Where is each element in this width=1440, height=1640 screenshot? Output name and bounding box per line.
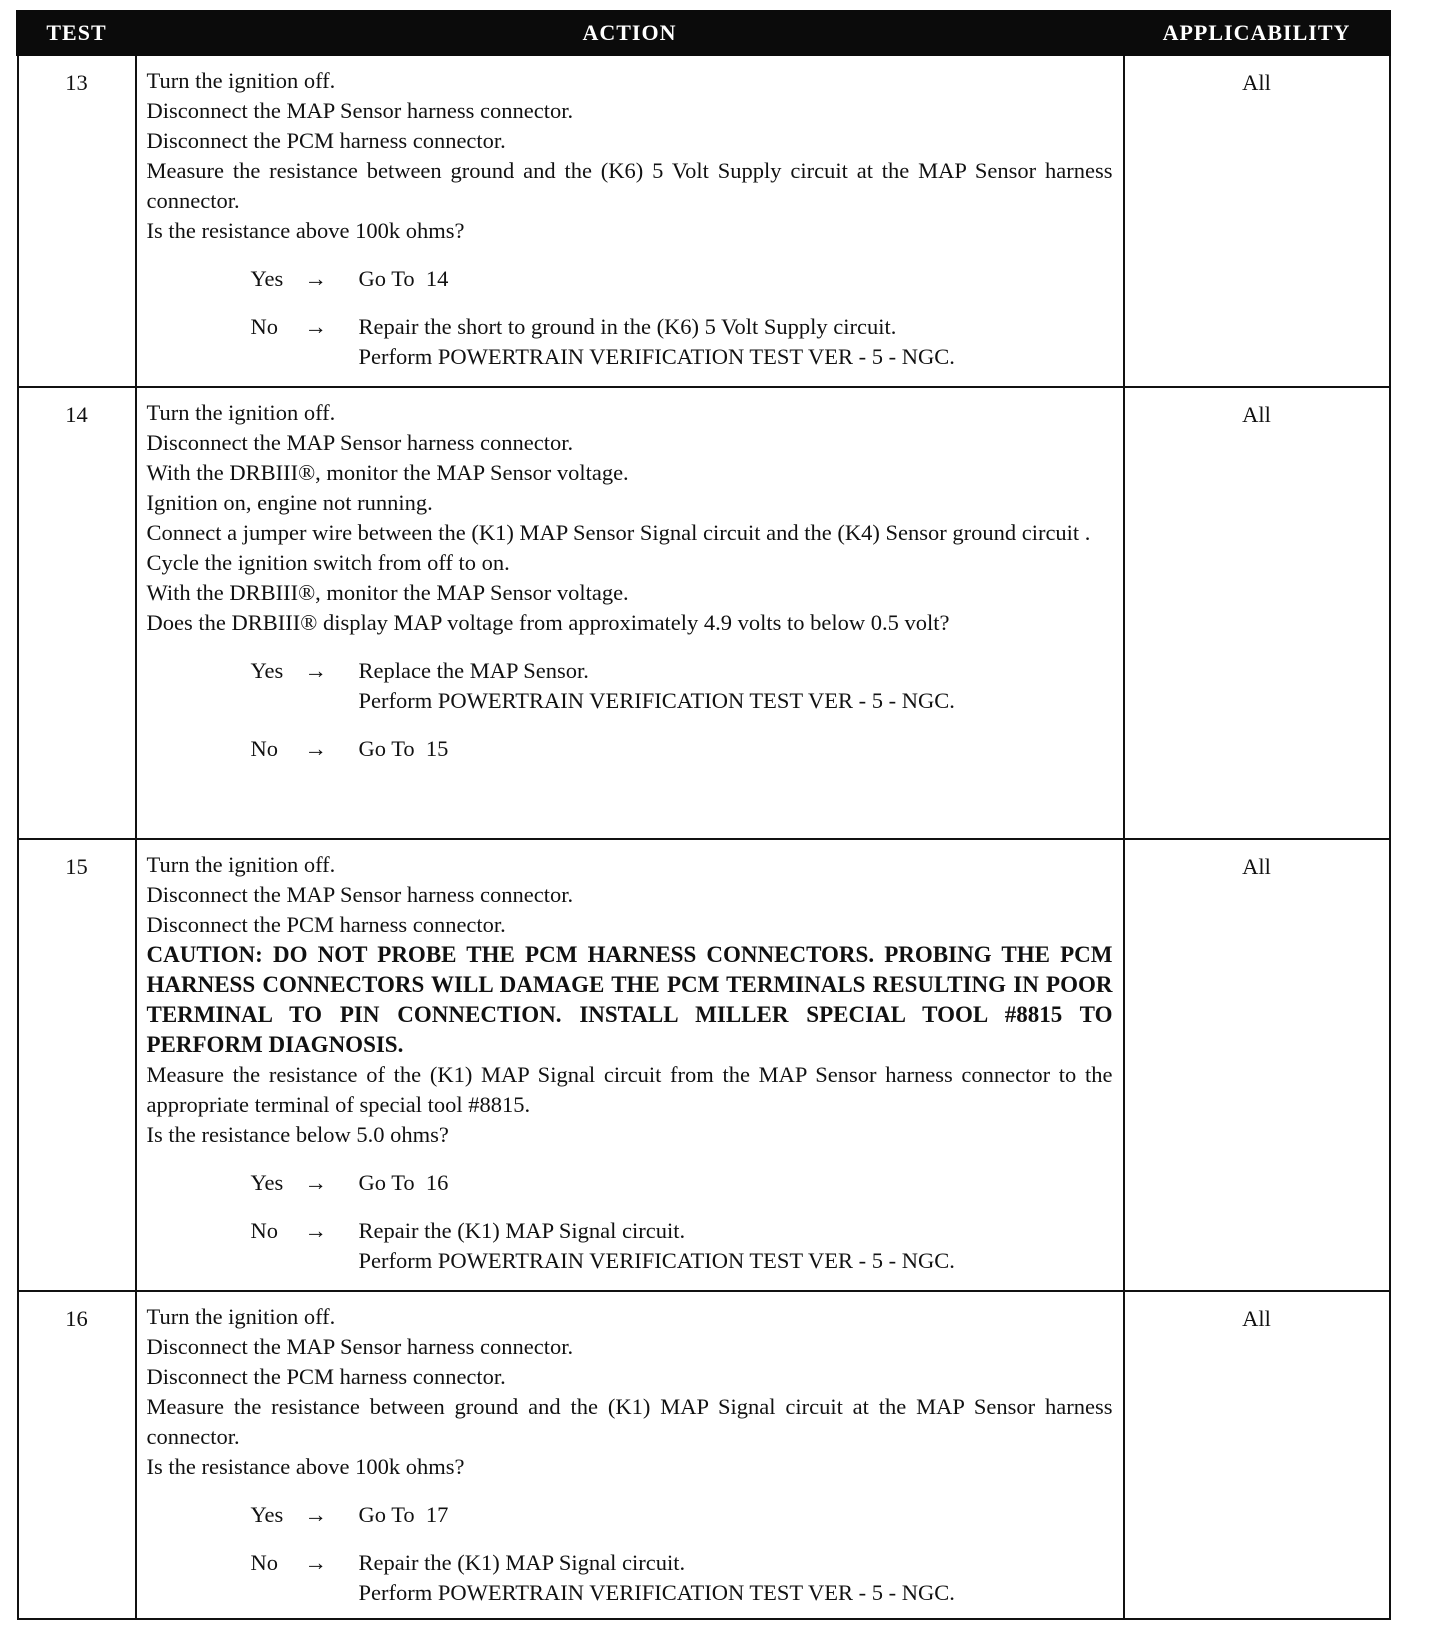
- step: Disconnect the PCM harness connector.: [146, 128, 506, 153]
- test-number: 13: [18, 55, 136, 387]
- outcomes: [147, 1500, 1113, 1608]
- no-result-line: Repair the short to ground in the (K6) 5 Volt Supply circuit.: [358, 314, 897, 339]
- action-cell: [136, 1291, 1124, 1619]
- action-cell: [136, 55, 1124, 387]
- step: Ignition on, engine not running.: [146, 489, 433, 515]
- action-cell: [136, 387, 1124, 839]
- step: Disconnect the MAP Sensor harness connector.: [146, 429, 574, 455]
- arrow-icon: →: [304, 314, 327, 339]
- step: Measure the resistance of the (K1) MAP Signal circuit from the MAP Sensor harness connector to the appropriate terminal of special tool #8815.: [146, 1061, 1113, 1117]
- test-row-14: [18, 387, 1390, 839]
- header-test: TEST: [18, 12, 136, 55]
- outcome-no: [251, 312, 1113, 372]
- yes-result: [359, 656, 1113, 716]
- outcome-no: [251, 1216, 1113, 1276]
- no-label: No: [250, 735, 278, 761]
- outcome-yes: [251, 264, 1113, 294]
- step: Connect a jumper wire between the (K1) MAP Sensor Signal circuit and the (K4) Sensor ground circuit .: [146, 519, 1091, 545]
- no-result: [359, 312, 1113, 372]
- step: Measure the resistance between ground and the (K6) 5 Volt Supply circuit at the MAP Sensor harness connector.: [146, 158, 1113, 213]
- step-question: Is the resistance above 100k ohms?: [146, 1453, 465, 1479]
- header-action: ACTION: [136, 12, 1124, 55]
- no-label: No: [250, 314, 278, 339]
- outcome-no: [251, 1548, 1113, 1608]
- arrow-icon: →: [304, 266, 327, 291]
- step: Disconnect the MAP Sensor harness connector.: [146, 881, 574, 907]
- applicability-cell: All: [1124, 839, 1390, 1291]
- test-row-15: [18, 839, 1390, 1291]
- step-question: Is the resistance above 100k ohms?: [146, 218, 465, 243]
- no-result: [359, 1216, 1113, 1276]
- diagnostic-test-table: [16, 10, 1391, 1620]
- step-question: Is the resistance below 5.0 ohms?: [146, 1121, 449, 1147]
- applicability-cell: All: [1124, 387, 1390, 839]
- step: Turn the ignition off.: [146, 399, 336, 425]
- no-result: [359, 1548, 1113, 1608]
- step: Cycle the ignition switch from off to on.: [146, 549, 510, 575]
- no-label: No: [250, 1549, 278, 1575]
- step: With the DRBIII®, monitor the MAP Sensor voltage.: [146, 579, 629, 605]
- step: Disconnect the MAP Sensor harness connector.: [146, 1333, 574, 1359]
- yes-result-line: Replace the MAP Sensor.: [358, 657, 589, 683]
- step: Disconnect the PCM harness connector.: [146, 911, 506, 937]
- yes-result: Go To 17: [358, 1501, 449, 1527]
- yes-result: Go To 16: [358, 1169, 449, 1195]
- step: Turn the ignition off.: [146, 851, 336, 877]
- outcome-yes: [251, 656, 1113, 716]
- step: Disconnect the PCM harness connector.: [146, 1363, 506, 1389]
- outcomes: [147, 1168, 1113, 1276]
- test-row-16: [18, 1291, 1390, 1619]
- table-header-row: [18, 12, 1390, 55]
- arrow-icon: →: [304, 1501, 327, 1527]
- caution-note: CAUTION: DO NOT PROBE THE PCM HARNESS CONNECTORS. PROBING THE PCM HARNESS CONNECTORS WILL DAMAGE THE PCM TERMINALS RESULTING IN POOR TERMINAL TO PIN CONNECTION. INSTALL MILLER SPECIAL TOOL #8815 TO PERFORM DIAGNOSIS.: [146, 941, 1113, 1057]
- yes-result-line: Perform POWERTRAIN VERIFICATION TEST VER - 5 - NGC.: [358, 687, 955, 713]
- no-result-line: Repair the (K1) MAP Signal circuit.: [358, 1549, 686, 1575]
- step-question: Does the DRBIII® display MAP voltage from approximately 4.9 volts to below 0.5 volt?: [146, 609, 950, 635]
- applicability-cell: All: [1124, 55, 1390, 387]
- step: Turn the ignition off.: [146, 1303, 336, 1329]
- arrow-icon: →: [304, 1549, 327, 1575]
- test-number: 14: [18, 387, 136, 839]
- yes-label: Yes: [250, 1501, 284, 1527]
- header-applicability: APPLICABILITY: [1124, 12, 1390, 55]
- step: Turn the ignition off.: [146, 68, 336, 93]
- step: Measure the resistance between ground and the (K1) MAP Signal circuit at the MAP Sensor harness connector.: [146, 1393, 1113, 1449]
- test-number: 15: [18, 839, 136, 1291]
- outcome-no: [251, 734, 1113, 764]
- outcome-yes: [251, 1500, 1113, 1530]
- applicability-cell: All: [1124, 1291, 1390, 1619]
- outcomes: [147, 656, 1113, 764]
- yes-label: Yes: [250, 1169, 284, 1195]
- arrow-icon: →: [304, 1217, 327, 1243]
- no-result-line: Perform POWERTRAIN VERIFICATION TEST VER - 5 - NGC.: [358, 344, 955, 369]
- test-number: 16: [18, 1291, 136, 1619]
- no-label: No: [250, 1217, 278, 1243]
- step: With the DRBIII®, monitor the MAP Sensor voltage.: [146, 459, 629, 485]
- outcome-yes: [251, 1168, 1113, 1198]
- step: Disconnect the MAP Sensor harness connector.: [146, 98, 574, 123]
- no-result-line: Repair the (K1) MAP Signal circuit.: [358, 1217, 686, 1243]
- action-cell: [136, 839, 1124, 1291]
- yes-label: Yes: [250, 266, 284, 291]
- no-result-line: Perform POWERTRAIN VERIFICATION TEST VER - 5 - NGC.: [358, 1579, 955, 1605]
- yes-label: Yes: [250, 657, 284, 683]
- test-row-13: [18, 55, 1390, 387]
- no-result-line: Perform POWERTRAIN VERIFICATION TEST VER - 5 - NGC.: [358, 1247, 955, 1273]
- no-result: Go To 15: [358, 735, 449, 761]
- arrow-icon: →: [304, 1169, 327, 1195]
- arrow-icon: →: [304, 657, 327, 683]
- arrow-icon: →: [304, 735, 327, 761]
- outcomes: [147, 264, 1113, 372]
- diagnostic-table-sheet: [16, 10, 1388, 1620]
- yes-result: Go To 14: [358, 266, 449, 291]
